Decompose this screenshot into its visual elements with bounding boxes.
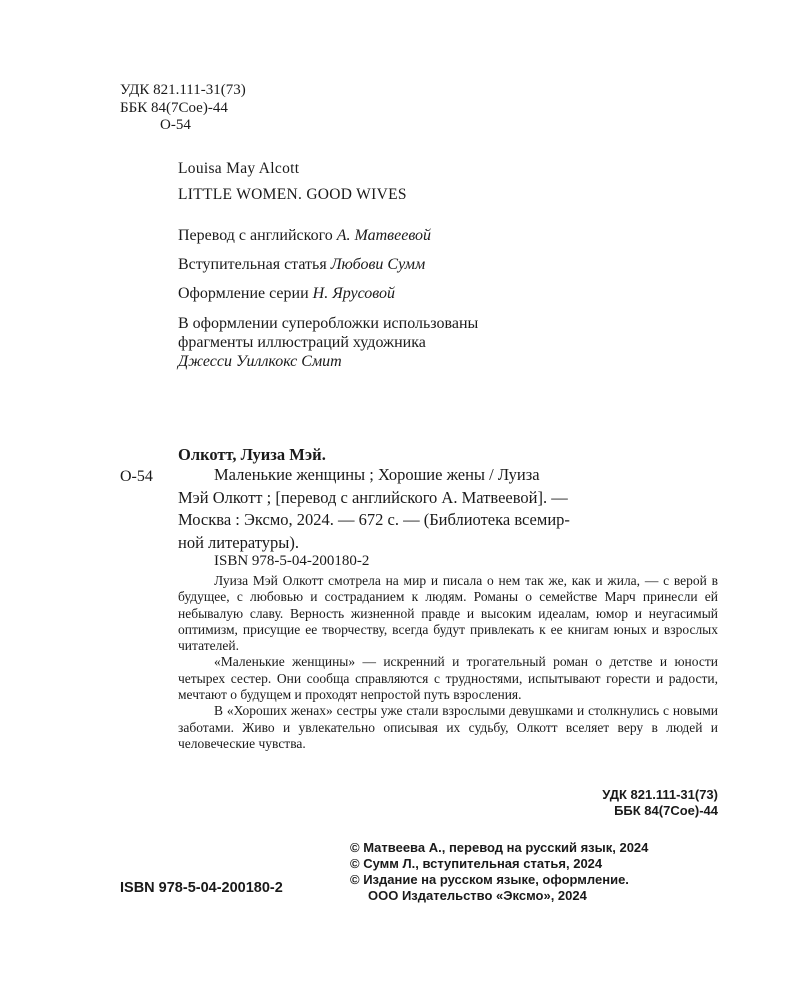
cover-line-1: В оформлении суперобложки использованы: [178, 315, 479, 332]
bib-line-4: ной литературы).: [178, 532, 299, 552]
design-label: Оформление серии: [178, 285, 313, 302]
annotation-paragraph-1: Луиза Мэй Олкотт смотрела на мир и писала о нем так же, как и жила, — с верой в будущее, с любовью и состраданием к людям. Романы о семействе Марч принесли ей небывалую славу. Верность жизненной правде и высоким идеалам, юмор и неугасимый оптимизм, присущие ее творчеству, всегда будут привлекать к ее книгам юных и взрослых читателей.: [178, 573, 718, 654]
original-author: Louisa May Alcott: [178, 160, 300, 177]
original-title: LITTLE WOMEN. GOOD WIVES: [178, 186, 407, 203]
translator-name: А. Матвеевой: [336, 227, 432, 244]
bbk-code: ББК 84(7Сое)-44: [120, 99, 228, 116]
annotation-paragraph-2: «Маленькие женщины» — искренний и трогательный роман о детстве и юности четырех сестер. Они сообща справляются с трудностями, испытывают горести и радости, мечтают о будущем и проходят непростой путь взросления.: [178, 654, 718, 703]
copyright-line-3: © Издание на русском языке, оформление.: [350, 872, 629, 887]
annotation-paragraph-3: В «Хороших женах» сестры уже стали взрослыми девушками и столкнулись с новыми заботами. Живо и увлекательно описывая их судьбу, Олкотт вселяет веру в людей и человеческие чувства.: [178, 703, 718, 751]
copyright-block: [350, 840, 648, 904]
intro-label: Вступительная статья: [178, 256, 331, 273]
bibliographic-description: [178, 464, 718, 554]
cover-credit: [178, 314, 658, 371]
footer-classification-codes: [602, 787, 718, 819]
author-code: О-54: [160, 117, 191, 133]
cover-line-2: фрагменты иллюстраций художника: [178, 334, 426, 351]
copyright-line-1: © Матвеева А., перевод на русский язык, 2024: [350, 840, 649, 855]
footer-bbk: ББК 84(7Сое)-44: [614, 803, 718, 818]
footer-udk: УДК 821.111-31(73): [602, 787, 718, 802]
designer-name: Н. Ярусовой: [312, 285, 396, 302]
bib-line-2: Мэй Олкотт ; [перевод с английского А. Матвеевой]. —: [178, 487, 568, 507]
bibliographic-author-heading: Олкотт, Луиза Мэй.: [178, 445, 326, 464]
intro-credit: [178, 256, 425, 274]
copyright-line-4: ООО Издательство «Эксмо», 2024: [368, 888, 587, 903]
design-credit: [178, 285, 395, 303]
intro-author-name: Любови Сумм: [330, 256, 426, 273]
translation-credit: [178, 227, 431, 245]
classification-codes: [120, 82, 246, 135]
bib-line-1: Маленькие женщины ; Хорошие жены / Луиза: [214, 465, 540, 484]
annotation: [178, 573, 718, 752]
bibliographic-side-code: О-54: [120, 468, 153, 485]
copyright-line-2: © Сумм Л., вступительная статья, 2024: [350, 856, 603, 871]
bib-line-3: Москва : Эксмо, 2024. — 672 с. — (Библиотека всемир-: [178, 510, 570, 529]
cover-artist: Джесси Уиллкокс Смит: [178, 353, 342, 370]
translation-label: Перевод с английского: [178, 227, 337, 244]
bibliographic-isbn: ISBN 978-5-04-200180-2: [214, 553, 370, 569]
isbn-bottom: ISBN 978-5-04-200180-2: [120, 880, 283, 896]
udk-code: УДК 821.111-31(73): [120, 82, 246, 98]
